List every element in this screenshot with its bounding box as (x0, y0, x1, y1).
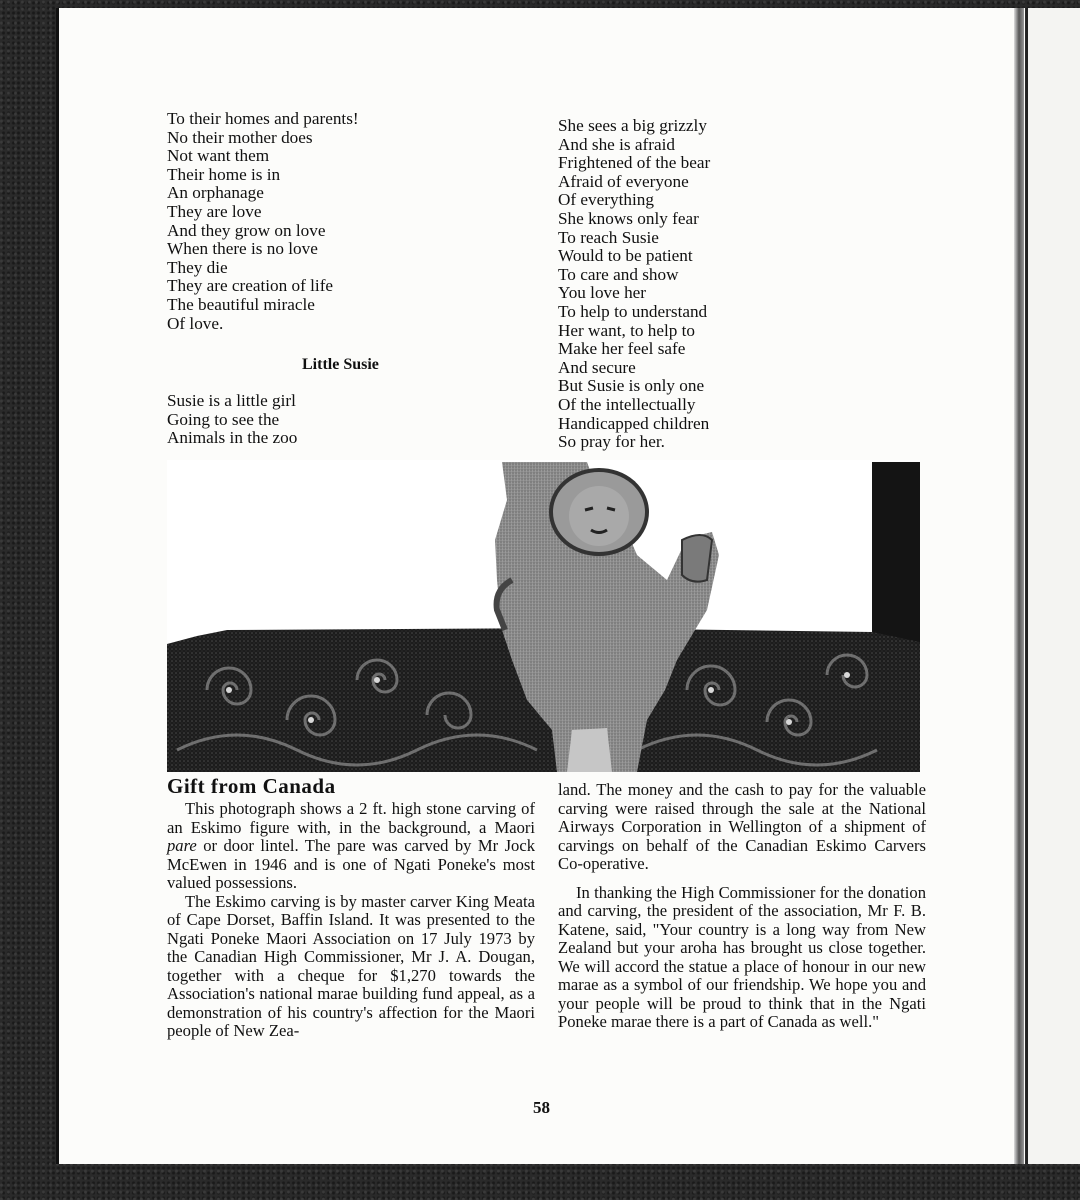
poem-line: The beautiful miracle (167, 294, 315, 314)
poem-line: Handicapped children (558, 413, 710, 433)
poem-line: Afraid of everyone (558, 171, 689, 191)
poem-line: Of love. (167, 313, 224, 333)
poem-line: To their homes and parents! (167, 109, 359, 128)
poem-line: And they grow on love (167, 220, 326, 240)
poem-part2-right (558, 117, 710, 452)
photo-illustration (167, 460, 920, 772)
poem-line: Make her feel safe (558, 339, 686, 359)
poem-line: Would to be patient (558, 246, 693, 266)
poem-line: She knows only fear (558, 208, 699, 228)
poem-line: To reach Susie (558, 227, 659, 247)
paragraph-text: This photograph shows a 2 ft. high stone carving of an Eskimo figure with, in the background, a Maori (167, 799, 535, 837)
poem-line: You love her (558, 283, 647, 303)
article-paragraph: In thanking the High Commissioner for the donation and carving, the president of the association, Mr F. B. Katene, said, "Your country is a long way from New Zealand but your aroha has brought us close together. We will accord the statue a place of honour in our new marae as a symbol of our friendship. We hope you and your people will be proud to think that in the Ngati Poneke marae there is a part of Canada as well." (558, 882, 926, 1031)
poem-part1 (167, 110, 359, 333)
poem-line: She sees a big grizzly (558, 116, 707, 135)
poem-line: No their mother does (167, 127, 313, 147)
article-title: Gift from Canada (167, 774, 336, 798)
poem-line: An orphanage (167, 183, 264, 203)
poem-line: When there is no love (167, 239, 318, 259)
italic-term: pare (167, 836, 197, 855)
eskimo-carving-photo (167, 460, 920, 772)
poem-line: They die (167, 257, 228, 277)
poem-line: So pray for her. (558, 432, 665, 452)
poem-line: Of the intellectually (558, 394, 696, 414)
article-paragraph: The Eskimo carving is by master carver King Meata of Cape Dorset, Baffin Island. It was presented to the Ngati Poneke Maori Association on 17 July 1973 by the Canadian High Commissioner, Mr J. A. Dougan, together with a cheque for $1,270 towards the Association's national marae building fund appeal, as a demonstration of his country's affection for the Maori people of New Zea- (167, 891, 535, 1040)
poem-line: But Susie is only one (558, 376, 705, 396)
poem-line: Not want them (167, 146, 270, 166)
poem-line: They are creation of life (167, 276, 334, 296)
poem-line: Going to see the (167, 409, 280, 429)
poem-line: And secure (558, 357, 636, 377)
poem-line: They are love (167, 201, 262, 221)
poem-line: Animals in the zoo (167, 428, 298, 448)
page-number: 58 (533, 1098, 550, 1117)
paragraph-text: or door lintel. The pare was carved by Mr Jock McEwen in 1946 and is one of Ngati Poneke's most valued possessions. (167, 836, 535, 892)
poem-line: Of everything (558, 190, 654, 210)
poem-line: Frightened of the bear (558, 153, 711, 173)
poem-part2-left (167, 392, 297, 448)
article-paragraph: land. The money and the cash to pay for the valuable carving were raised through the sale at the National Airways Corporation in Wellington of a shipment of carvings on behalf of the Canadian Eskimo Carvers Co-operative. (558, 780, 926, 873)
article-paragraph (167, 800, 535, 893)
poem-line: To help to understand (558, 301, 708, 321)
article-column-left (167, 800, 535, 1041)
page-gutter (1014, 8, 1024, 1164)
facing-page-edge (1026, 8, 1080, 1164)
article-column-right (558, 781, 926, 1032)
poem-line: Her want, to help to (558, 320, 695, 340)
poem-line: To care and show (558, 264, 679, 284)
poem-line: Susie is a little girl (167, 391, 296, 410)
poem-line: And she is afraid (558, 134, 675, 154)
poem-line: Their home is in (167, 164, 281, 184)
poem-title: Little Susie (302, 356, 379, 373)
